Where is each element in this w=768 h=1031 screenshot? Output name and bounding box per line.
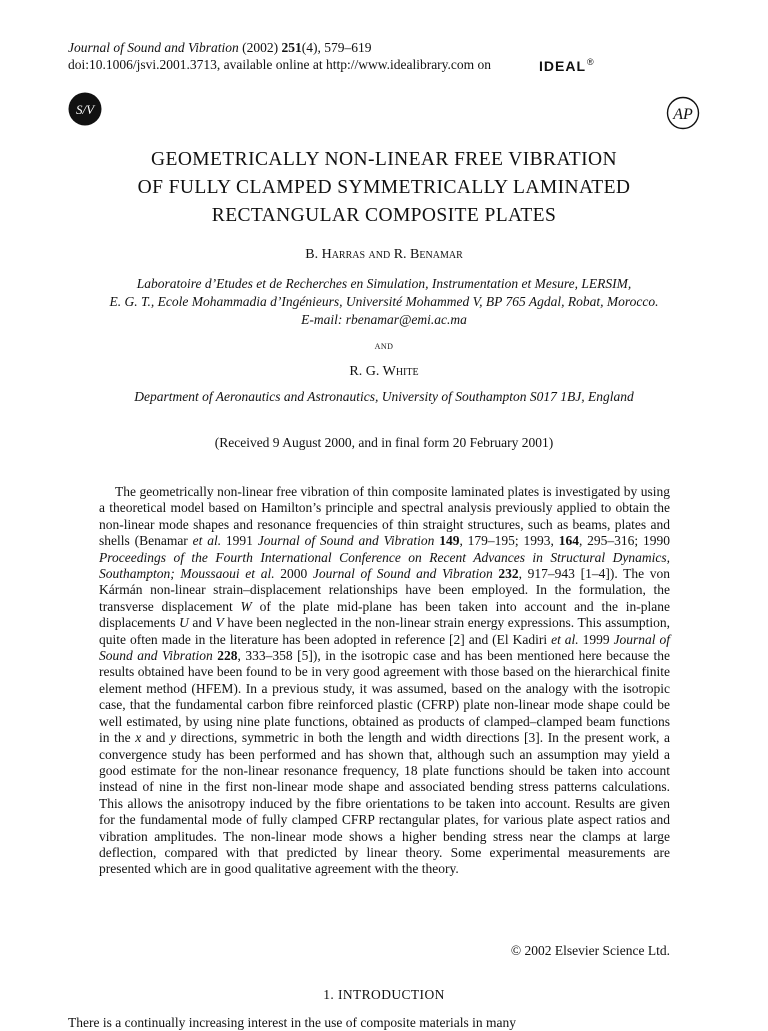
title-line: RECTANGULAR COMPOSITE PLATES — [211, 205, 557, 226]
doi-line: doi:10.1006/jsvi.2001.3713, available online at http://www.idealibrary.com on — [68, 57, 492, 72]
authors-first: B. Harras and R. Benamar — [305, 247, 463, 262]
abstract: The geometrically non-linear free vibration of thin composite laminated plates is investigated by using a theoretical model based on Hamilton’s principle and spectral analysis previously applied to obtain the non-linear mode shapes and resonance frequencies of thin straight structures, such as beams, plates and shells (Benamar et al. 1991 Journal of Sound and Vibration 149, 179–195; 1993, 164, 295–316; 1990 Proceedings of the Fourth International Conference on Recent Advances in Structural Dynamics, Southampton; Moussaoui et al. 2000 Journal of Sound and Vibration 232, 917–943 [1–4]). The von Kármán non-linear strain–displacement relationships have been employed. In the formulation, the transverse displacement W of the plate mid-plane has been taken into account and the in-plane displacements U and V have been neglected in the non-linear strain energy expressions. This assumption, quite often made in the literature has been adopted in reference [2] and (El Kadiri et al. 1999 Journal of Sound and Vibration 228, 333–358 [5]), in the isotropic case and has been mentioned here because the results obtained have been found to be in very good agreement with those based on the hierarchical finite element method (HFEM). In a previous study, it was assumed, based on the analogy with the isotropic case, that the fundamental carbon fibre reinforced plastic (CFRP) plate non-linear mode shape could be well estimated, by using nine plate functions, obtained as products of clamped–clamped beam functions in the x and y directions, symmetric in both the length and width directions [3]. In the present work, a convergence study has been performed and has shown that, although such an assumption may yield a good estimate for the non-linear resonance frequency, 18 plate functions should be taken into account instead of nine in the first non-linear mode shape and associated bending stress patterns calculations. This allows the anisotropy induced by the fibre orientations to be taken into account. Results are given for the fundamental mode of fully clamped CFRP rectangular plates, for various plate aspect ratios and vibration amplitudes. The non-linear mode shows a higher bending stress near the clamps at large deflection, compared with that predicted by linear theory. Some experimental measurements are presented which are in good qualitative agreement with the theory. — [99, 484, 671, 877]
title-line: OF FULLY CLAMPED SYMMETRICALLY LAMINATED — [137, 177, 631, 198]
ideal-logo: IDEAL® — [539, 57, 595, 74]
ap-logo-icon — [666, 96, 700, 130]
authors-second: R. G. White — [349, 364, 419, 379]
section-heading: 1. INTRODUCTION — [323, 987, 445, 1002]
copyright: © 2002 Elsevier Science Ltd. — [510, 943, 670, 958]
journal-citation: Journal of Sound and Vibration (2002) 251(4), 579–619 — [68, 40, 372, 55]
svg-text:AP: AP — [673, 106, 693, 123]
affiliation-line: E. G. T., Ecole Mohammadia d’Ingénieurs, Université Mohammed V, BP 765 Agdal, Robat, Morocco. — [109, 294, 659, 309]
email-line: E-mail: rbenamar@emi.ac.ma — [301, 312, 467, 327]
sv-logo-icon — [68, 92, 102, 126]
svg-text:S/V: S/V — [75, 102, 95, 117]
affiliation-line: Laboratoire d’Etudes et de Recherches en Simulation, Instrumentation et Mesure, LERSIM, — [136, 276, 632, 291]
and-separator: and — [374, 340, 394, 352]
journal-name: Journal of Sound and Vibration — [68, 40, 239, 55]
body-text-line: There is a continually increasing interest in the use of composite materials in many — [68, 1015, 516, 1030]
title-line: GEOMETRICALLY NON-LINEAR FREE VIBRATION — [151, 149, 617, 170]
received-dates: (Received 9 August 2000, and in final form 20 February 2001) — [214, 435, 554, 450]
paper-title — [60, 146, 708, 230]
second-affiliation: Department of Aeronautics and Astronautics, University of Southampton S017 1BJ, England — [134, 389, 634, 404]
